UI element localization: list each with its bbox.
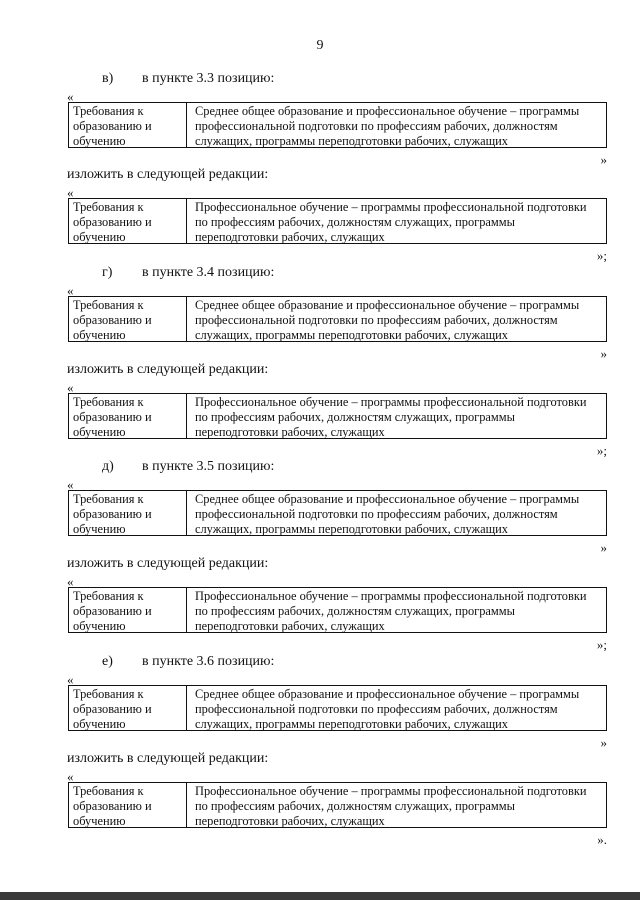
value-line: профессиональной подготовки по профессиям рабочих, должностям: [195, 119, 558, 133]
label-line: обучению: [73, 328, 126, 342]
value-cell: [187, 103, 606, 147]
new-position-table: [68, 393, 607, 439]
value-cell: [187, 783, 606, 827]
label-line: Требования к: [73, 395, 144, 409]
label-line: обучению: [73, 230, 126, 244]
value-line: переподготовки рабочих, служащих: [195, 814, 385, 828]
value-cell: [187, 686, 606, 730]
section-heading-text: в пункте 3.5 позицию:: [142, 459, 275, 474]
close-quote: »: [600, 346, 607, 361]
label-line: Требования к: [73, 492, 144, 506]
value-line: по профессиям рабочих, должностям служащих, программы: [195, 799, 515, 813]
label-line: Требования к: [73, 589, 144, 603]
open-quote: «: [67, 185, 74, 200]
close-quote: »: [600, 540, 607, 555]
value-line: профессиональной подготовки по профессиям рабочих, должностям: [195, 313, 558, 327]
section-heading-text: в пункте 3.4 позицию:: [142, 265, 275, 280]
label-line: образованию и: [73, 215, 152, 229]
replace-instruction: изложить в следующей редакции:: [67, 167, 269, 182]
value-line: Профессиональное обучение – программы профессиональной подготовки: [195, 589, 587, 603]
value-line: Профессиональное обучение – программы профессиональной подготовки: [195, 200, 587, 214]
section-heading-text: в пункте 3.3 позицию:: [142, 71, 275, 86]
value-line: профессиональной подготовки по профессиям рабочих, должностям: [195, 702, 558, 716]
value-line: Среднее общее образование и профессиональное обучение – программы: [195, 687, 580, 701]
open-quote: «: [67, 283, 74, 298]
value-line: Профессиональное обучение – программы профессиональной подготовки: [195, 395, 587, 409]
open-quote: «: [67, 769, 74, 784]
value-line: по профессиям рабочих, должностям служащих, программы: [195, 604, 515, 618]
value-line: переподготовки рабочих, служащих: [195, 619, 385, 633]
new-position-table: [68, 587, 607, 633]
label-line: обучению: [73, 425, 126, 439]
label-cell: [69, 103, 187, 147]
label-cell: [69, 686, 187, 730]
value-line: служащих, программы переподготовки рабочих, служащих: [195, 717, 508, 731]
section-heading: [102, 654, 274, 670]
page-number: 9: [316, 38, 324, 53]
label-cell: [69, 588, 187, 632]
label-line: обучению: [73, 619, 126, 633]
value-line: служащих, программы переподготовки рабочих, служащих: [195, 134, 508, 148]
value-line: по профессиям рабочих, должностям служащих, программы: [195, 410, 515, 424]
label-line: образованию и: [73, 410, 152, 424]
value-line: служащих, программы переподготовки рабочих, служащих: [195, 328, 508, 342]
section-letter: е): [102, 654, 113, 669]
label-line: Требования к: [73, 298, 144, 312]
label-line: образованию и: [73, 604, 152, 618]
open-quote: «: [67, 380, 74, 395]
label-line: образованию и: [73, 799, 152, 813]
label-line: Требования к: [73, 104, 144, 118]
section-letter: г): [102, 265, 113, 280]
close-quote: »;: [596, 248, 607, 263]
section-letter: д): [102, 459, 114, 474]
value-line: переподготовки рабочих, служащих: [195, 230, 385, 244]
label-line: обучению: [73, 522, 126, 536]
value-line: переподготовки рабочих, служащих: [195, 425, 385, 439]
label-cell: [69, 394, 187, 438]
value-cell: [187, 199, 606, 243]
label-cell: [69, 297, 187, 341]
value-cell: [187, 394, 606, 438]
open-quote: «: [67, 574, 74, 589]
scan-edge: [0, 892, 640, 900]
label-line: обучению: [73, 134, 126, 148]
close-quote: »;: [596, 443, 607, 458]
value-line: по профессиям рабочих, должностям служащих, программы: [195, 215, 515, 229]
label-line: образованию и: [73, 702, 152, 716]
value-line: профессиональной подготовки по профессиям рабочих, должностям: [195, 507, 558, 521]
close-quote: »;: [596, 637, 607, 652]
value-line: Среднее общее образование и профессиональное обучение – программы: [195, 298, 580, 312]
label-line: Требования к: [73, 784, 144, 798]
label-line: образованию и: [73, 119, 152, 133]
open-quote: «: [67, 89, 74, 104]
section-heading-text: в пункте 3.6 позицию:: [142, 654, 275, 669]
section-heading: [102, 71, 274, 87]
section-heading: [102, 459, 274, 475]
old-position-table: [68, 685, 607, 731]
old-position-table: [68, 296, 607, 342]
value-cell: [187, 297, 606, 341]
label-line: Требования к: [73, 687, 144, 701]
open-quote: «: [67, 672, 74, 687]
value-line: Профессиональное обучение – программы профессиональной подготовки: [195, 784, 587, 798]
label-line: Требования к: [73, 200, 144, 214]
label-line: образованию и: [73, 507, 152, 521]
value-cell: [187, 491, 606, 535]
value-line: Среднее общее образование и профессиональное обучение – программы: [195, 492, 580, 506]
label-line: образованию и: [73, 313, 152, 327]
new-position-table: [68, 782, 607, 828]
old-position-table: [68, 102, 607, 148]
label-cell: [69, 783, 187, 827]
label-cell: [69, 199, 187, 243]
value-cell: [187, 588, 606, 632]
close-quote: »: [600, 735, 607, 750]
open-quote: «: [67, 477, 74, 492]
label-line: обучению: [73, 814, 126, 828]
label-line: обучению: [73, 717, 126, 731]
close-quote: ».: [597, 832, 607, 847]
section-heading: [102, 265, 274, 281]
close-quote: »: [600, 152, 607, 167]
label-cell: [69, 491, 187, 535]
replace-instruction: изложить в следующей редакции:: [67, 556, 269, 571]
old-position-table: [68, 490, 607, 536]
replace-instruction: изложить в следующей редакции:: [67, 362, 269, 377]
value-line: служащих, программы переподготовки рабочих, служащих: [195, 522, 508, 536]
new-position-table: [68, 198, 607, 244]
section-letter: в): [102, 71, 114, 86]
replace-instruction: изложить в следующей редакции:: [67, 751, 269, 766]
value-line: Среднее общее образование и профессиональное обучение – программы: [195, 104, 580, 118]
